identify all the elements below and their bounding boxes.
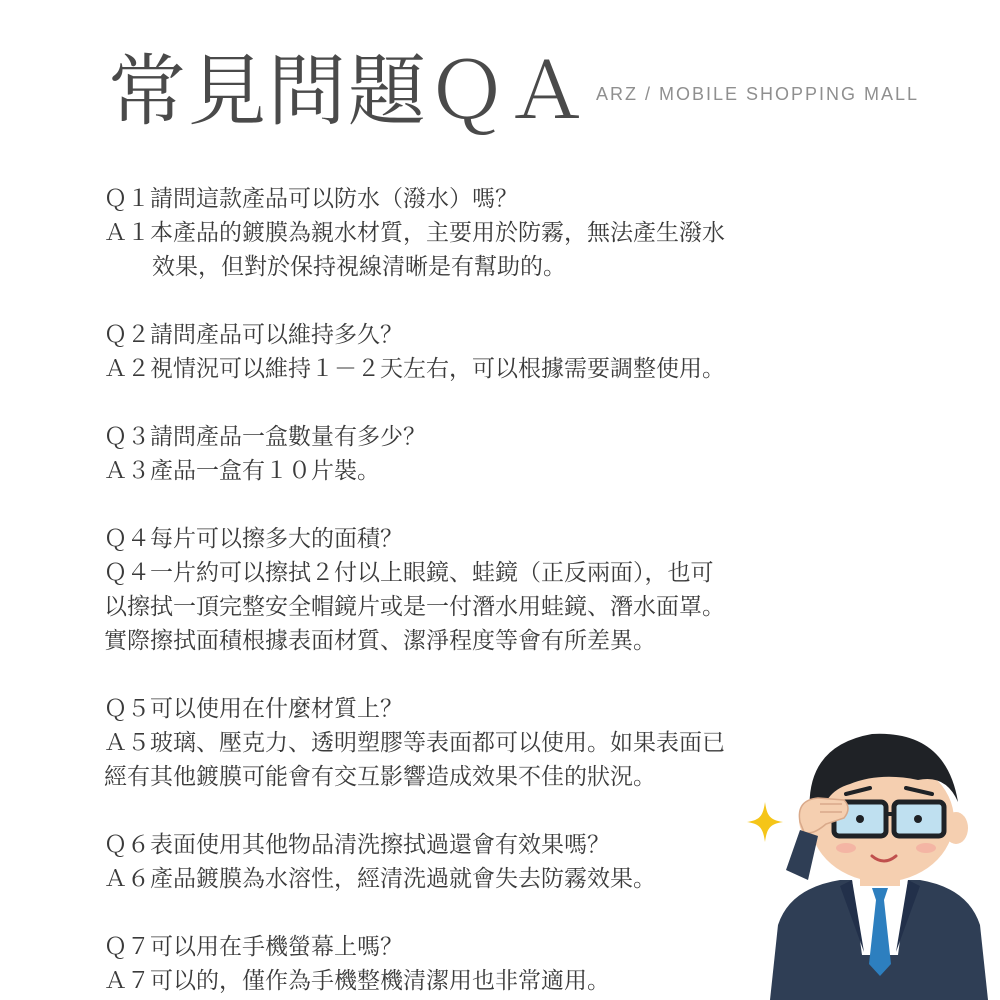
answer-1-continued: 效果，但對於保持視線清晰是有幫助的。 xyxy=(152,254,566,280)
answer-4-continued: 以擦拭一頂完整安全帽鏡片或是一付潛水用蛙鏡、潛水面罩。 xyxy=(104,594,725,620)
answer-5: Ａ５玻璃、壓克力、透明塑膠等表面都可以使用。如果表面已 xyxy=(104,730,725,756)
spacer xyxy=(104,386,864,420)
answer-4-continued: 實際擦拭面積根據表面材質、潔淨程度等會有所差異。 xyxy=(104,628,656,654)
question-1: Ｑ１請問這款產品可以防水（潑水）嗎？ xyxy=(104,186,518,212)
faq-item-4 xyxy=(104,522,864,658)
faq-item-1 xyxy=(104,182,864,284)
spacer xyxy=(104,658,864,692)
faq-item-7 xyxy=(104,930,864,998)
spacer xyxy=(104,488,864,522)
faq-list xyxy=(104,182,864,998)
answer-2: Ａ２視情況可以維持１－２天左右，可以根據需要調整使用。 xyxy=(104,356,725,382)
page-title: 常見問題ＱＡ xyxy=(108,47,589,137)
question-2: Ｑ２請問產品可以維持多久？ xyxy=(104,322,403,348)
question-7: Ｑ７可以用在手機螢幕上嗎？ xyxy=(104,934,403,960)
faq-item-2 xyxy=(104,318,864,386)
question-3: Ｑ３請問產品一盒數量有多少？ xyxy=(104,424,426,450)
businessman-illustration-icon xyxy=(760,720,1000,1000)
answer-4: Ｑ４一片約可以擦拭２付以上眼鏡、蛙鏡（正反兩面），也可 xyxy=(104,560,714,586)
faq-item-5 xyxy=(104,692,864,794)
faq-item-3 xyxy=(104,420,864,488)
answer-1: Ａ１本產品的鍍膜為親水材質，主要用於防霧，無法產生潑水 xyxy=(104,220,725,246)
spacer xyxy=(104,284,864,318)
answer-7: Ａ７可以的，僅作為手機整機清潔用也非常適用。 xyxy=(104,968,610,994)
answer-6: Ａ６產品鍍膜為水溶性，經清洗過就會失去防霧效果。 xyxy=(104,866,656,892)
question-6: Ｑ６表面使用其他物品清洗擦拭過還會有效果嗎？ xyxy=(104,832,610,858)
question-4: Ｑ４每片可以擦多大的面積？ xyxy=(104,526,403,552)
spacer xyxy=(104,896,864,930)
answer-5-continued: 經有其他鍍膜可能會有交互影響造成效果不佳的狀況。 xyxy=(104,764,656,790)
question-5: Ｑ５可以使用在什麼材質上？ xyxy=(104,696,403,722)
brand-tagline: ARZ / MOBILE SHOPPING MALL xyxy=(596,84,920,104)
answer-3: Ａ３產品一盒有１０片裝。 xyxy=(104,458,380,484)
